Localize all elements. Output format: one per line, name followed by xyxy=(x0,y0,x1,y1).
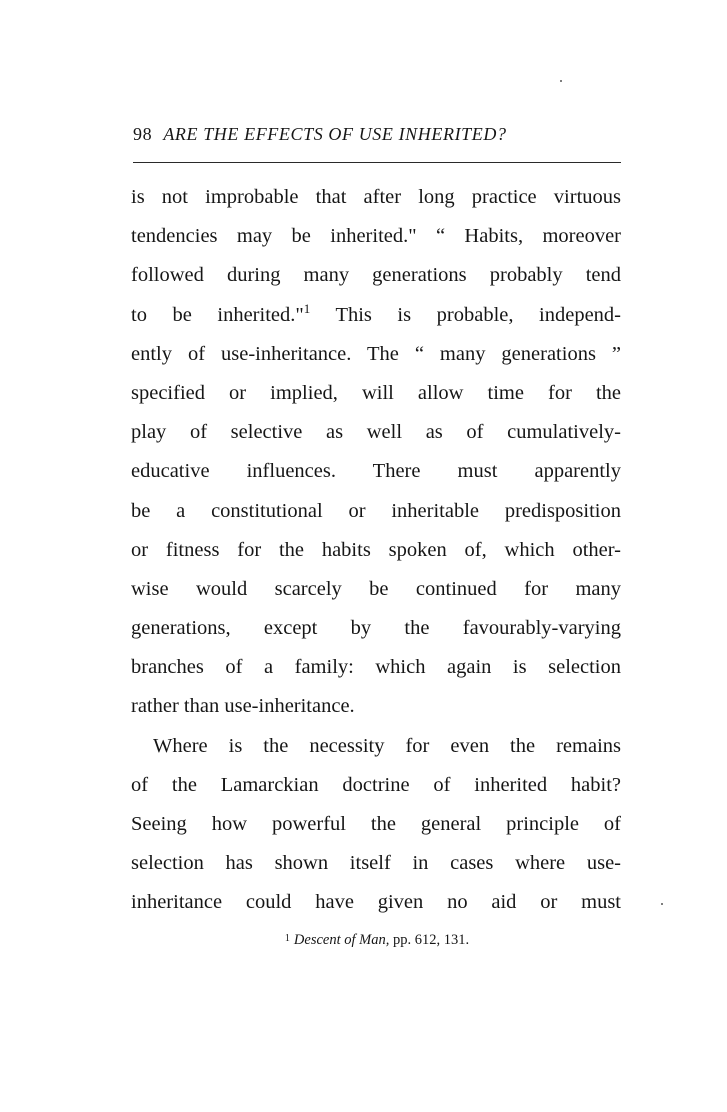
text-line: ently of use-inheritance. The “ many generations ” xyxy=(131,342,621,365)
text-fragment: to be inherited." xyxy=(131,303,304,326)
text-line: specified or implied, will allow time for the xyxy=(131,381,621,404)
running-header xyxy=(133,124,621,154)
text-line: tendencies may be inherited." “ Habits, moreover xyxy=(131,225,621,248)
text-line: is not improbable that after long practice virtuous xyxy=(131,186,621,208)
header-rule xyxy=(133,162,621,163)
text-line: Where is the necessity for even the remains xyxy=(153,734,621,757)
text-line: or fitness for the habits spoken of, which other- xyxy=(131,538,621,561)
text-line: branches of a family: which again is selection xyxy=(131,656,621,679)
text-line: rather than use-inheritance. xyxy=(131,695,355,718)
text-line: Seeing how powerful the general principle of xyxy=(131,813,621,835)
footnote-pages: pp. 612, 131. xyxy=(392,932,470,948)
text-line-with-footnote xyxy=(131,296,621,335)
footnote-work-title: Descent of Man, xyxy=(293,932,390,948)
text-line: selection has shown itself in cases where use- xyxy=(131,852,621,875)
footnote xyxy=(133,932,621,949)
text-line: of the Lamarckian doctrine of inherited habit? xyxy=(131,773,621,796)
footnote-marker: 1 xyxy=(284,933,290,944)
text-line: generations, except by the favourably-varying xyxy=(131,617,621,640)
text-line: inheritance could have given no aid or must xyxy=(131,891,621,914)
text-line: play of selective as well as of cumulatively- xyxy=(131,421,621,444)
text-line: be a constitutional or inheritable predisposition xyxy=(131,499,621,522)
footnote-reference: 1 xyxy=(303,300,311,316)
text-fragment: This is probable, independ- xyxy=(335,303,622,326)
text-line: followed during many generations probably tend xyxy=(131,264,621,287)
text-line: wise would scarcely be continued for many xyxy=(131,577,621,600)
body-text xyxy=(131,178,621,923)
text-line: educative influences. There must apparently xyxy=(131,460,621,483)
scan-speck xyxy=(560,80,562,82)
running-title: ARE THE EFFECTS OF USE INHERITED? xyxy=(163,124,507,144)
page-number: 98 xyxy=(133,124,153,144)
scan-speck xyxy=(661,903,663,905)
